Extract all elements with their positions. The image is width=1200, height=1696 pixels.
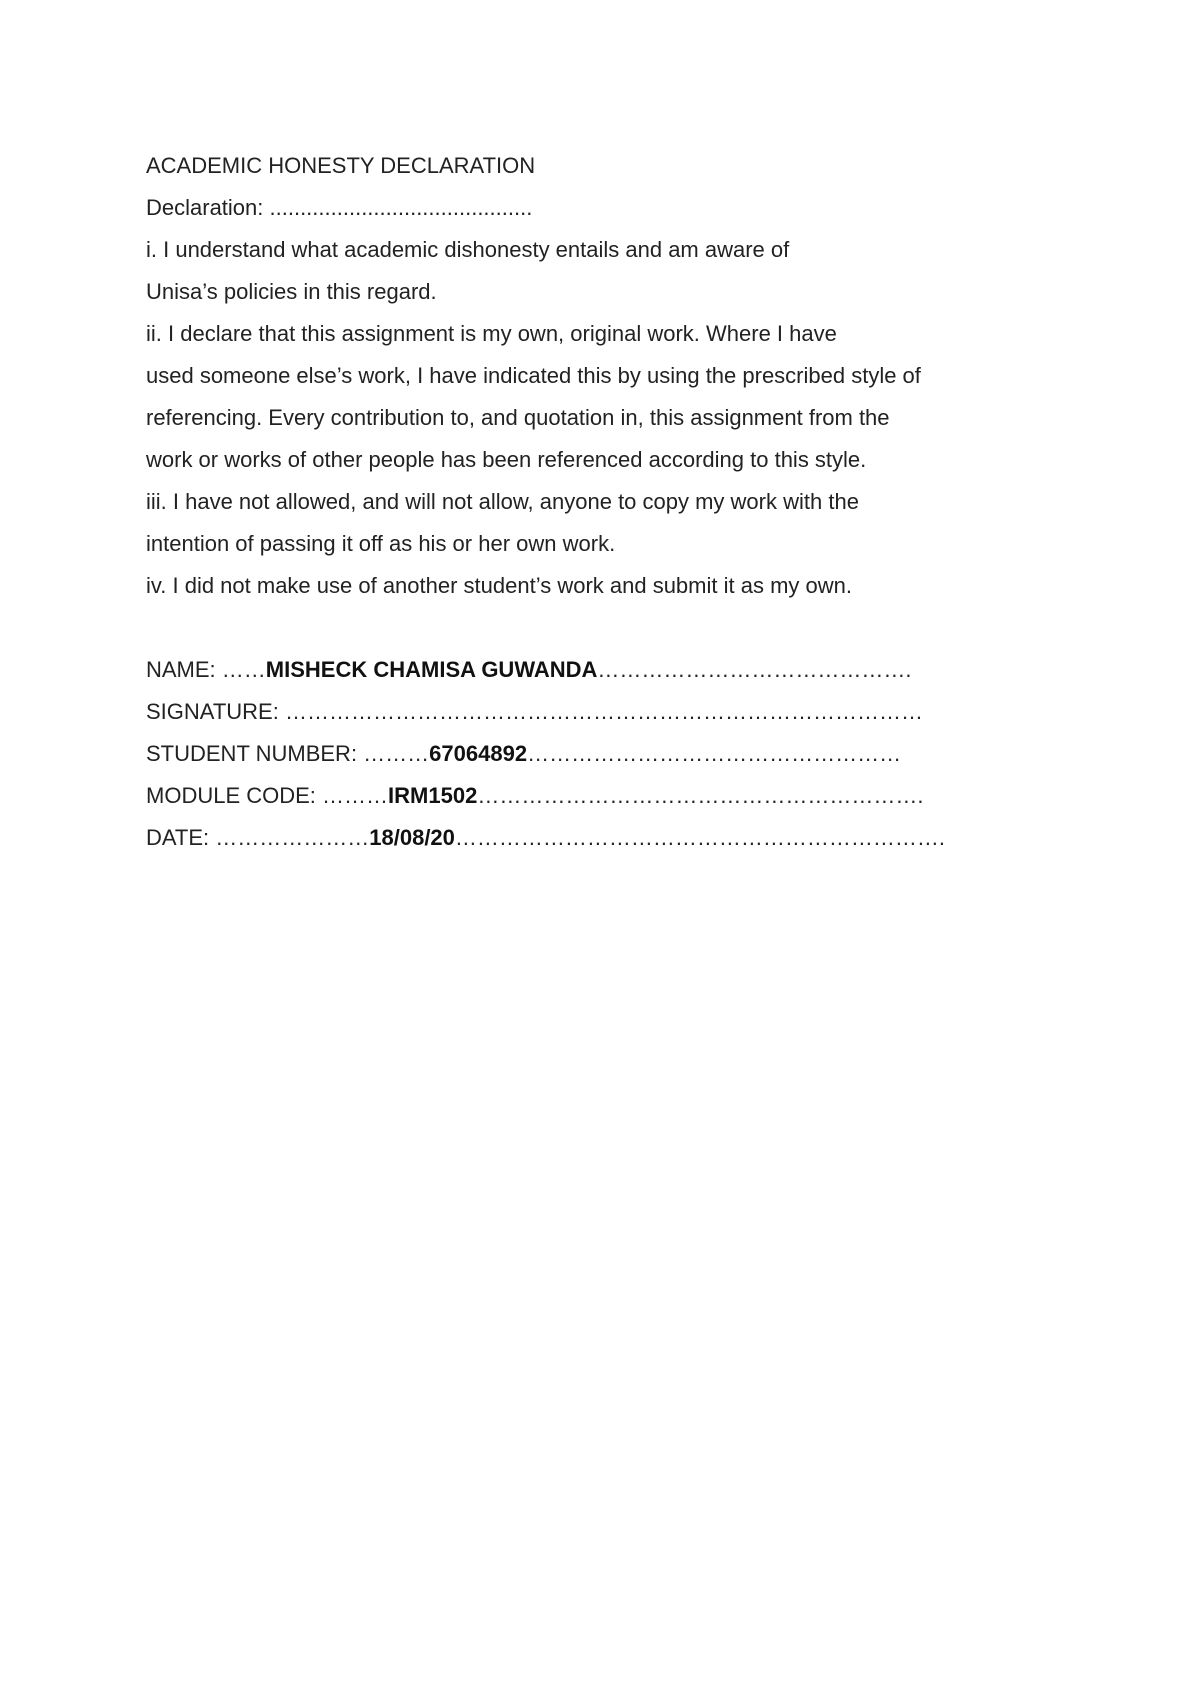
module-code-field xyxy=(146,775,1046,817)
section-spacer xyxy=(146,607,1046,649)
declaration-paragraph-line: Unisa’s policies in this regard. xyxy=(146,279,437,304)
declaration-paragraph-line: used someone else’s work, I have indicated this by using the prescribed style of xyxy=(146,363,921,388)
declaration-paragraph-line: referencing. Every contribution to, and quotation in, this assignment from the xyxy=(146,405,890,430)
declaration-paragraph-line: i. I understand what academic dishonesty entails and am aware of xyxy=(146,237,790,262)
student-number-field xyxy=(146,733,1046,775)
student-number-field-prefix: STUDENT NUMBER: ……… xyxy=(146,741,430,766)
student-number-field-value: 67064892 xyxy=(429,741,528,766)
signature-field-prefix: SIGNATURE: …………………………………………………………………………… xyxy=(146,699,923,724)
declaration-content xyxy=(146,145,1046,859)
module-code-field-value: IRM1502 xyxy=(388,783,478,808)
date-field xyxy=(146,817,1046,859)
name-field-prefix: NAME: …… xyxy=(146,657,266,682)
declaration-paragraph-line: iii. I have not allowed, and will not allow, anyone to copy my work with the xyxy=(146,489,859,514)
declaration-paragraph-line: ii. I declare that this assignment is my own, original work. Where I have xyxy=(146,321,837,346)
name-field-suffix: ……………………………………. xyxy=(597,657,912,682)
module-code-field-prefix: MODULE CODE: ……… xyxy=(146,783,389,808)
date-field-value: 18/08/20 xyxy=(369,825,455,850)
declaration-paragraph-line: intention of passing it off as his or her own work. xyxy=(146,531,616,556)
declaration-line: Declaration: ........................................... xyxy=(146,195,533,220)
name-field xyxy=(146,649,1046,691)
declaration-paragraph-line: work or works of other people has been referenced according to this style. xyxy=(146,447,867,472)
student-number-field-suffix: …………………………………………… xyxy=(527,741,902,766)
declaration-paragraph-line: iv. I did not make use of another student’s work and submit it as my own. xyxy=(146,573,852,598)
date-field-suffix: …………………………………………………………. xyxy=(454,825,946,850)
name-field-value: MISHECK CHAMISA GUWANDA xyxy=(265,657,598,682)
document-title: ACADEMIC HONESTY DECLARATION xyxy=(146,153,536,178)
date-field-prefix: DATE: ………………… xyxy=(146,825,370,850)
module-code-field-suffix: ……………………………………………………. xyxy=(477,783,924,808)
signature-field xyxy=(146,691,1046,733)
